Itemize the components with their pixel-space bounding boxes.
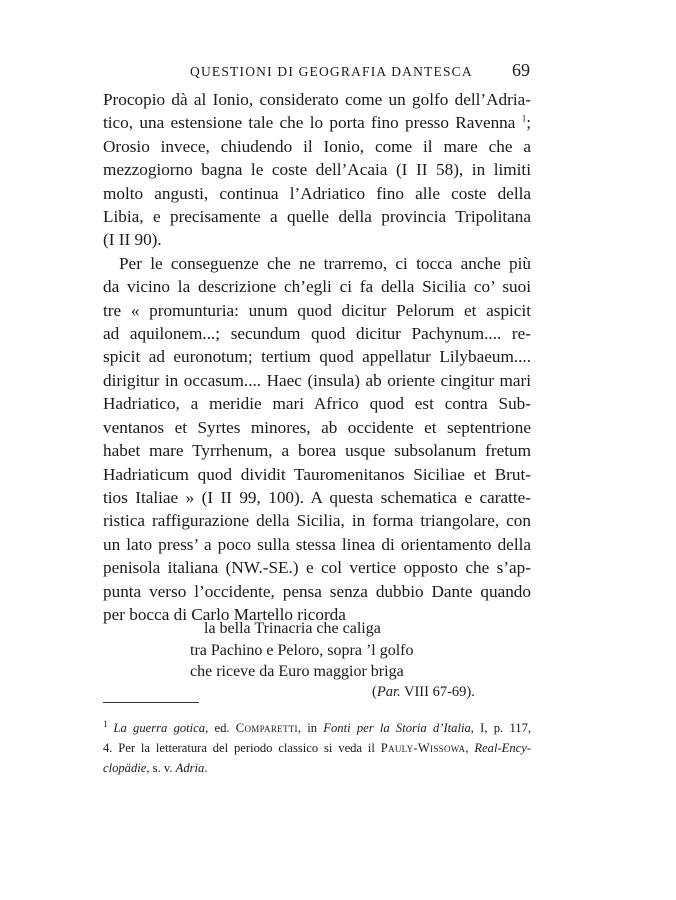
footnote-text: , ed. bbox=[205, 721, 236, 736]
text-line-tail: ; bbox=[526, 113, 532, 133]
text-line: (I II 90). bbox=[103, 230, 162, 250]
footnote-editor: Comparetti bbox=[235, 721, 298, 736]
text-line: Procopio dà al Ionio, considerato come un golfo dell’Adria- bbox=[103, 90, 531, 109]
text-line: mezzogiorno bagna le coste dell’Acaia (I II 58), in limiti bbox=[103, 160, 531, 180]
verse-line: tra Pachino e Peloro, sopra ’l golfo bbox=[190, 641, 414, 659]
text-line: Per le conseguenze che ne trarremo, ci tocca anche più bbox=[119, 253, 531, 273]
verse-quotation bbox=[0, 618, 414, 683]
footnote-text: , bbox=[465, 741, 475, 756]
citation-location: VIII 67-69). bbox=[404, 684, 475, 700]
footnote-text: 4. Per la letteratura del periodo classico si veda il bbox=[103, 741, 381, 756]
text-line bbox=[103, 111, 531, 134]
text-line-content: tico, una estensione tale che lo porta fino presso Ravenna bbox=[103, 113, 516, 133]
text-line: tre « promunturia: unum quod dicitur Pelorum et aspicit bbox=[103, 300, 531, 320]
footnote-encyclopedia: clopädie bbox=[103, 761, 147, 776]
text-line: Libia, e precisamente a quelle della provincia Tripolitana bbox=[103, 207, 531, 227]
text-line: spicit ad euronotum; tertium quod appellatur Lilybaeum.... bbox=[103, 347, 531, 367]
verse-citation: (Par. VIII 67-69). bbox=[372, 684, 475, 700]
text-line: Hadriaticum quod dividit Tauromenitanos Siciliae et Brut- bbox=[103, 464, 531, 484]
footnote-author: Pauly-Wissowa bbox=[380, 741, 466, 756]
main-text bbox=[103, 88, 531, 626]
footnote-text: , in bbox=[297, 721, 324, 736]
text-line: Hadriatico, a meridie mari Africo quod est contra Sub- bbox=[103, 394, 531, 414]
text-line: habet mare Tyrrhenum, a borea usque subsolanum fretum bbox=[103, 441, 531, 461]
page-number: 69 bbox=[512, 60, 530, 80]
running-title: QUESTIONI DI GEOGRAFIA DANTESCA bbox=[190, 64, 473, 79]
footnote bbox=[103, 714, 531, 778]
text-line: punta verso l’occidente, pensa senza dubbio Dante quando bbox=[103, 581, 531, 601]
footnote-text: , I, p. 117, bbox=[470, 721, 532, 736]
text-line: ventanos et Syrtes minores, ab occidente et septentrione bbox=[103, 417, 531, 437]
text-line: Orosio invece, chiudendo il Ionio, come il mare che a bbox=[103, 136, 531, 156]
footnote-text: . bbox=[204, 761, 208, 776]
text-line: tios Italiae » (I II 99, 100). A questa schematica e caratte- bbox=[103, 487, 531, 507]
text-line: ad aquilonem...; secundum quod dicitur Pachynum.... re- bbox=[103, 324, 531, 344]
text-line: un lato press’ a poco sulla stessa linea di orientamento della bbox=[103, 534, 531, 554]
text-line: per bocca di Carlo Martello ricorda bbox=[103, 604, 346, 624]
footnote-divider bbox=[103, 702, 199, 703]
footnote-encyclopedia: Real-Ency- bbox=[474, 741, 531, 756]
footnote-entry: Adria bbox=[175, 761, 205, 776]
verse-line: che riceve da Euro maggior briga bbox=[190, 663, 404, 680]
text-line: ristica raffigurazione della Sicilia, in forma triangolare, con bbox=[103, 511, 531, 531]
footnote-text: , s. v. bbox=[146, 761, 176, 776]
footnote-line bbox=[103, 738, 531, 758]
footnote-line bbox=[103, 758, 531, 778]
footnote-line bbox=[103, 714, 531, 738]
footnote-series: Fonti per la Storia d’Italia bbox=[323, 721, 471, 736]
text-line: dirigitur in occasum.... Haec (insula) ab oriente cingitur mari bbox=[103, 370, 531, 390]
footnote-reference[interactable]: 1 bbox=[521, 113, 527, 124]
text-line: molto angusti, continua l’Adriatico fino alle coste della bbox=[103, 183, 531, 203]
text-line: penisola italiana (NW.-SE.) e col vertice opposto che s’ap- bbox=[103, 558, 531, 578]
citation-work: Par. bbox=[376, 684, 401, 700]
text-line: da vicino la descrizione ch’egli ci fa della Sicilia co’ suoi bbox=[103, 277, 531, 297]
footnote-title: La guerra gotica bbox=[113, 721, 206, 736]
footnote-mark: 1 bbox=[103, 719, 108, 729]
verse-line: la bella Trinacria che caliga bbox=[204, 620, 381, 637]
